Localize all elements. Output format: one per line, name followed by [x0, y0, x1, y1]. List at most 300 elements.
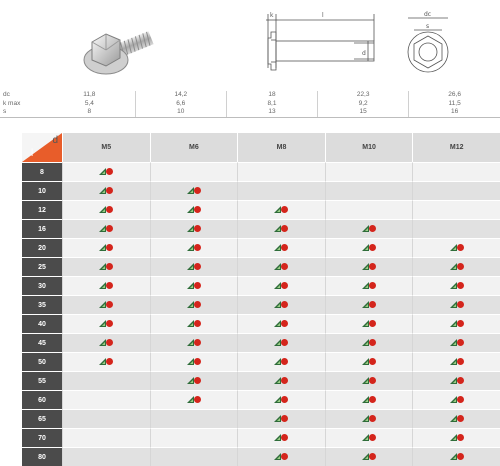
availability-cell	[150, 314, 238, 333]
availability-cell	[412, 447, 500, 466]
table-row	[22, 409, 500, 428]
availability-cell	[150, 238, 238, 257]
red-dot-icon	[457, 415, 464, 422]
green-triangle-icon	[362, 301, 369, 308]
availability-cell	[325, 390, 413, 409]
row-header-length: 35	[22, 295, 62, 314]
table-row	[22, 333, 500, 352]
spec-value: 13	[226, 108, 317, 117]
availability-cell	[62, 333, 150, 352]
table-row	[22, 181, 500, 200]
availability-icon	[449, 320, 465, 328]
red-dot-icon	[369, 415, 376, 422]
green-triangle-icon	[99, 339, 106, 346]
availability-icon	[449, 244, 465, 252]
spec-value: 9,2	[318, 100, 409, 109]
availability-cell	[62, 371, 150, 390]
availability-cell	[412, 219, 500, 238]
availability-icon	[361, 396, 377, 404]
availability-cell	[412, 200, 500, 219]
availability-icon	[273, 320, 289, 328]
red-dot-icon	[457, 396, 464, 403]
table-row	[22, 428, 500, 447]
availability-icon	[186, 187, 202, 195]
availability-cell	[150, 371, 238, 390]
green-triangle-icon	[187, 187, 194, 194]
availability-cell	[237, 390, 325, 409]
green-triangle-icon	[187, 282, 194, 289]
table-row	[22, 390, 500, 409]
red-dot-icon	[369, 282, 376, 289]
availability-icon	[361, 225, 377, 233]
availability-cell	[412, 390, 500, 409]
spec-value: 5,4	[84, 99, 94, 107]
availability-cell	[237, 276, 325, 295]
availability-icon	[273, 244, 289, 252]
green-triangle-icon	[362, 282, 369, 289]
spec-row-label: dc	[3, 91, 10, 98]
green-triangle-icon	[274, 358, 281, 365]
red-dot-icon	[194, 206, 201, 213]
availability-icon	[361, 377, 377, 385]
availability-cell	[237, 447, 325, 466]
spec-value: 15	[318, 108, 409, 117]
row-header-length: 16	[22, 219, 62, 238]
availability-header-row	[22, 133, 500, 162]
green-triangle-icon	[450, 282, 457, 289]
availability-icon	[186, 244, 202, 252]
green-triangle-icon	[274, 415, 281, 422]
availability-icon	[98, 168, 114, 176]
red-dot-icon	[194, 358, 201, 365]
green-triangle-icon	[187, 263, 194, 270]
dimension-spec-table	[0, 91, 500, 118]
green-triangle-icon	[187, 244, 194, 251]
availability-cell	[325, 181, 413, 200]
availability-icon	[186, 377, 202, 385]
red-dot-icon	[369, 377, 376, 384]
red-dot-icon	[106, 244, 113, 251]
red-dot-icon	[369, 358, 376, 365]
availability-icon	[361, 301, 377, 309]
red-dot-icon	[281, 415, 288, 422]
availability-cell	[237, 428, 325, 447]
availability-cell	[62, 428, 150, 447]
green-triangle-icon	[450, 396, 457, 403]
red-dot-icon	[106, 320, 113, 327]
green-triangle-icon	[99, 187, 106, 194]
table-row	[22, 238, 500, 257]
dim-s-label: s	[426, 23, 430, 30]
red-dot-icon	[369, 263, 376, 270]
availability-cell	[150, 162, 238, 181]
red-dot-icon	[457, 339, 464, 346]
spec-row	[0, 100, 500, 109]
green-triangle-icon	[362, 244, 369, 251]
green-triangle-icon	[187, 225, 194, 232]
red-dot-icon	[281, 434, 288, 441]
green-triangle-icon	[99, 263, 106, 270]
red-dot-icon	[106, 358, 113, 365]
spec-value: 14,2	[135, 91, 226, 100]
row-header-length: 45	[22, 333, 62, 352]
availability-cell	[412, 276, 500, 295]
green-triangle-icon	[274, 282, 281, 289]
availability-cell	[237, 409, 325, 428]
availability-icon	[273, 358, 289, 366]
availability-icon	[449, 377, 465, 385]
column-header-m6: M6	[150, 133, 238, 162]
availability-icon	[449, 396, 465, 404]
green-triangle-icon	[274, 301, 281, 308]
availability-cell	[412, 352, 500, 371]
row-header-length: 80	[22, 447, 62, 466]
availability-icon	[186, 358, 202, 366]
availability-cell	[62, 257, 150, 276]
row-header-length: 8	[22, 162, 62, 181]
red-dot-icon	[194, 225, 201, 232]
red-dot-icon	[106, 225, 113, 232]
red-dot-icon	[281, 225, 288, 232]
availability-cell	[412, 162, 500, 181]
green-triangle-icon	[187, 396, 194, 403]
red-dot-icon	[281, 244, 288, 251]
bolt-technical-drawing	[258, 8, 378, 78]
green-triangle-icon	[187, 206, 194, 213]
availability-icon	[361, 434, 377, 442]
availability-cell	[237, 333, 325, 352]
red-dot-icon	[457, 320, 464, 327]
red-dot-icon	[194, 282, 201, 289]
table-row	[22, 295, 500, 314]
row-header-length: 25	[22, 257, 62, 276]
availability-cell	[150, 409, 238, 428]
availability-cell	[237, 162, 325, 181]
availability-cell	[237, 257, 325, 276]
availability-cell	[237, 314, 325, 333]
red-dot-icon	[457, 301, 464, 308]
red-dot-icon	[106, 168, 113, 175]
availability-icon	[186, 320, 202, 328]
green-triangle-icon	[274, 244, 281, 251]
red-dot-icon	[457, 377, 464, 384]
availability-cell	[62, 162, 150, 181]
availability-icon	[449, 263, 465, 271]
red-dot-icon	[281, 282, 288, 289]
availability-icon	[273, 282, 289, 290]
availability-icon	[186, 225, 202, 233]
red-dot-icon	[106, 263, 113, 270]
green-triangle-icon	[99, 168, 106, 175]
green-triangle-icon	[187, 301, 194, 308]
availability-cell	[237, 219, 325, 238]
availability-icon	[273, 301, 289, 309]
availability-cell	[62, 295, 150, 314]
red-dot-icon	[194, 339, 201, 346]
availability-cell	[325, 238, 413, 257]
row-header-length: 40	[22, 314, 62, 333]
spec-value: 22,3	[318, 91, 409, 100]
table-corner	[22, 133, 62, 162]
availability-cell	[325, 219, 413, 238]
spec-value: 8,1	[226, 100, 317, 109]
red-dot-icon	[194, 301, 201, 308]
availability-icon	[186, 396, 202, 404]
red-dot-icon	[457, 434, 464, 441]
availability-icon	[98, 358, 114, 366]
availability-icon	[361, 244, 377, 252]
availability-icon	[98, 187, 114, 195]
availability-cell	[62, 276, 150, 295]
table-row	[22, 352, 500, 371]
green-triangle-icon	[99, 244, 106, 251]
red-dot-icon	[194, 320, 201, 327]
red-dot-icon	[369, 434, 376, 441]
availability-icon	[186, 301, 202, 309]
green-triangle-icon	[362, 263, 369, 270]
table-row	[22, 314, 500, 333]
availability-cell	[62, 390, 150, 409]
spec-value: 18	[226, 91, 317, 100]
green-triangle-icon	[274, 206, 281, 213]
availability-icon	[449, 358, 465, 366]
row-header-length: 20	[22, 238, 62, 257]
availability-icon	[273, 415, 289, 423]
spec-value: 8	[44, 108, 135, 117]
green-triangle-icon	[362, 396, 369, 403]
availability-cell	[412, 333, 500, 352]
red-dot-icon	[106, 339, 113, 346]
red-dot-icon	[281, 320, 288, 327]
availability-cell	[62, 447, 150, 466]
availability-icon	[449, 434, 465, 442]
availability-icon	[186, 206, 202, 214]
red-dot-icon	[281, 301, 288, 308]
availability-icon	[273, 225, 289, 233]
red-dot-icon	[194, 263, 201, 270]
green-triangle-icon	[274, 377, 281, 384]
availability-cell	[150, 181, 238, 200]
green-triangle-icon	[274, 453, 281, 460]
availability-cell	[325, 200, 413, 219]
availability-cell	[237, 371, 325, 390]
flange-bolt-image	[78, 20, 158, 84]
availability-cell	[62, 352, 150, 371]
table-row	[22, 447, 500, 466]
availability-cell	[412, 238, 500, 257]
column-header-m5: M5	[62, 133, 150, 162]
availability-cell	[412, 371, 500, 390]
availability-cell	[412, 257, 500, 276]
table-row	[22, 219, 500, 238]
availability-icon	[449, 415, 465, 423]
red-dot-icon	[106, 187, 113, 194]
green-triangle-icon	[362, 358, 369, 365]
green-triangle-icon	[450, 320, 457, 327]
green-triangle-icon	[362, 453, 369, 460]
availability-cell	[237, 200, 325, 219]
green-triangle-icon	[362, 377, 369, 384]
availability-cell	[150, 257, 238, 276]
availability-cell	[412, 295, 500, 314]
green-triangle-icon	[450, 301, 457, 308]
green-triangle-icon	[274, 434, 281, 441]
availability-cell	[62, 200, 150, 219]
spec-row	[0, 108, 500, 117]
red-dot-icon	[457, 244, 464, 251]
availability-icon	[361, 453, 377, 461]
availability-cell	[150, 276, 238, 295]
availability-icon	[361, 415, 377, 423]
row-header-length: 55	[22, 371, 62, 390]
availability-cell	[237, 352, 325, 371]
spec-row	[0, 91, 500, 100]
red-dot-icon	[281, 377, 288, 384]
availability-cell	[412, 409, 500, 428]
red-dot-icon	[369, 453, 376, 460]
red-dot-icon	[106, 301, 113, 308]
availability-cell	[325, 409, 413, 428]
availability-cell	[150, 333, 238, 352]
green-triangle-icon	[274, 339, 281, 346]
green-triangle-icon	[362, 320, 369, 327]
dim-l-label: l	[322, 12, 324, 19]
green-triangle-icon	[99, 225, 106, 232]
green-triangle-icon	[362, 415, 369, 422]
row-header-length: 30	[22, 276, 62, 295]
availability-icon	[273, 339, 289, 347]
red-dot-icon	[281, 396, 288, 403]
red-dot-icon	[194, 244, 201, 251]
dim-d-label: d	[362, 50, 366, 57]
availability-icon	[186, 339, 202, 347]
spec-value: 16	[409, 108, 500, 117]
corner-d-label: d	[52, 135, 58, 146]
red-dot-icon	[106, 206, 113, 213]
availability-cell	[237, 295, 325, 314]
red-dot-icon	[106, 282, 113, 289]
spec-row-label: k max	[3, 99, 21, 107]
availability-icon	[361, 320, 377, 328]
availability-cell	[237, 238, 325, 257]
availability-cell	[325, 314, 413, 333]
red-dot-icon	[457, 358, 464, 365]
green-triangle-icon	[450, 453, 457, 460]
availability-cell	[325, 276, 413, 295]
green-triangle-icon	[450, 358, 457, 365]
green-triangle-icon	[99, 282, 106, 289]
green-triangle-icon	[362, 434, 369, 441]
red-dot-icon	[369, 396, 376, 403]
availability-cell	[325, 295, 413, 314]
availability-icon	[98, 225, 114, 233]
availability-icon	[273, 206, 289, 214]
availability-cell	[150, 219, 238, 238]
red-dot-icon	[281, 263, 288, 270]
availability-icon	[449, 301, 465, 309]
availability-cell	[62, 409, 150, 428]
availability-icon	[273, 396, 289, 404]
availability-icon	[273, 377, 289, 385]
red-dot-icon	[281, 206, 288, 213]
row-header-length: 70	[22, 428, 62, 447]
dim-k-label: k	[270, 12, 274, 19]
row-header-length: 12	[22, 200, 62, 219]
green-triangle-icon	[450, 434, 457, 441]
availability-icon	[361, 339, 377, 347]
column-header-m8: M8	[237, 133, 325, 162]
availability-icon	[98, 206, 114, 214]
green-triangle-icon	[99, 206, 106, 213]
availability-icon	[449, 339, 465, 347]
column-header-m12: M12	[412, 133, 500, 162]
red-dot-icon	[369, 301, 376, 308]
availability-icon	[449, 282, 465, 290]
red-dot-icon	[194, 396, 201, 403]
green-triangle-icon	[274, 225, 281, 232]
green-triangle-icon	[187, 339, 194, 346]
availability-table	[22, 133, 500, 466]
availability-icon	[361, 282, 377, 290]
availability-cell	[412, 314, 500, 333]
availability-icon	[449, 453, 465, 461]
availability-cell	[150, 428, 238, 447]
table-row	[22, 276, 500, 295]
green-triangle-icon	[450, 244, 457, 251]
row-header-length: 10	[22, 181, 62, 200]
spec-value: 10	[135, 108, 226, 117]
availability-icon	[273, 453, 289, 461]
red-dot-icon	[194, 187, 201, 194]
table-row	[22, 162, 500, 181]
red-dot-icon	[457, 453, 464, 460]
green-triangle-icon	[187, 358, 194, 365]
corner-l-label: l	[31, 148, 34, 159]
green-triangle-icon	[362, 339, 369, 346]
green-triangle-icon	[187, 377, 194, 384]
availability-cell	[62, 238, 150, 257]
green-triangle-icon	[99, 301, 106, 308]
red-dot-icon	[281, 358, 288, 365]
availability-cell	[325, 371, 413, 390]
column-header-m10: M10	[325, 133, 413, 162]
availability-cell	[325, 447, 413, 466]
spec-value: 26,6	[409, 91, 500, 100]
dim-dc-label: dc	[424, 11, 432, 18]
availability-icon	[361, 263, 377, 271]
availability-icon	[273, 434, 289, 442]
table-row	[22, 200, 500, 219]
row-header-length: 60	[22, 390, 62, 409]
red-dot-icon	[194, 377, 201, 384]
availability-icon	[273, 263, 289, 271]
availability-icon	[98, 320, 114, 328]
green-triangle-icon	[450, 339, 457, 346]
spec-value: 6,6	[135, 100, 226, 109]
spec-row-label: s	[0, 108, 44, 117]
green-triangle-icon	[450, 263, 457, 270]
green-triangle-icon	[187, 320, 194, 327]
red-dot-icon	[281, 339, 288, 346]
spec-value: 11,5	[409, 100, 500, 109]
availability-cell	[412, 181, 500, 200]
availability-icon	[98, 339, 114, 347]
red-dot-icon	[369, 244, 376, 251]
availability-cell	[62, 314, 150, 333]
green-triangle-icon	[450, 415, 457, 422]
red-dot-icon	[369, 320, 376, 327]
row-header-length: 50	[22, 352, 62, 371]
